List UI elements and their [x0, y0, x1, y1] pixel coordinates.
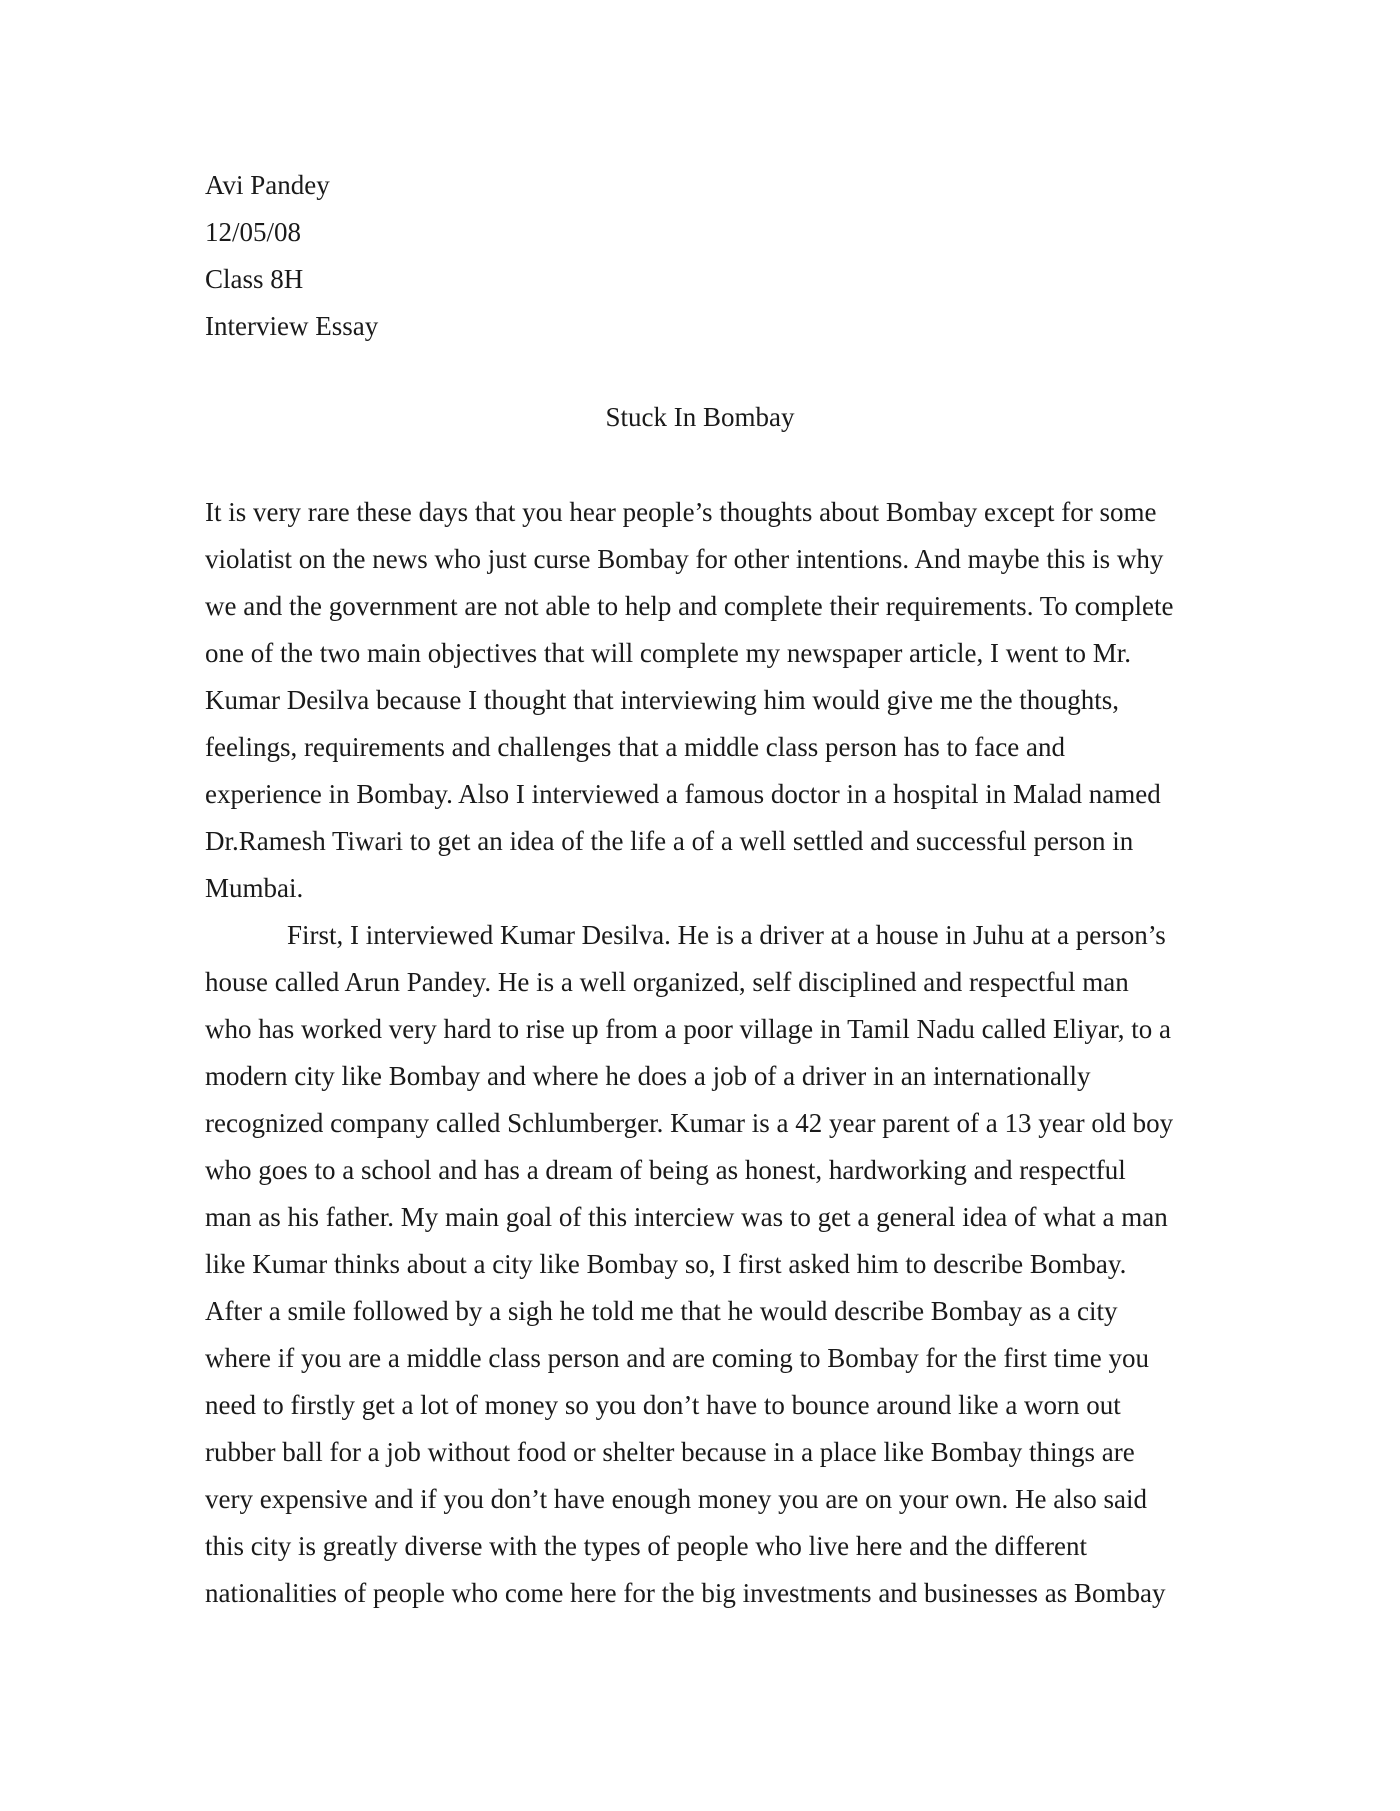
body-line: like Kumar thinks about a city like Bombay so, I first asked him to describe Bombay.: [205, 1249, 1127, 1279]
essay-heading: [205, 162, 378, 350]
body-line: house called Arun Pandey. He is a well organized, self disciplined and respectful man: [205, 967, 1129, 997]
paragraph-start-line: First, I interviewed Kumar Desilva. He is a driver at a house in Juhu at a person’s: [287, 920, 1166, 950]
body-line: recognized company called Schlumberger. Kumar is a 42 year parent of a 13 year old boy: [205, 1108, 1174, 1138]
body-line: this city is greatly diverse with the types of people who live here and the different: [205, 1531, 1087, 1561]
essay-body: [205, 489, 1174, 1617]
body-line: where if you are a middle class person and are coming to Bombay for the first time you: [205, 1343, 1149, 1373]
body-line: nationalities of people who come here for the big investments and businesses as Bombay: [205, 1578, 1166, 1608]
body-line: need to firstly get a lot of money so you don’t have to bounce around like a worn out: [205, 1390, 1121, 1420]
body-line: Dr.Ramesh Tiwari to get an idea of the life a of a well settled and successful person in: [205, 826, 1134, 856]
body-line: modern city like Bombay and where he does a job of a driver in an internationally: [205, 1061, 1091, 1091]
body-line: After a smile followed by a sigh he told me that he would describe Bombay as a city: [205, 1296, 1118, 1326]
essay-title: Stuck In Bombay: [605, 402, 795, 432]
body-line: one of the two main objectives that will complete my newspaper article, I went to Mr.: [205, 638, 1131, 668]
author-name: Avi Pandey: [205, 170, 330, 200]
body-line: rubber ball for a job without food or shelter because in a place like Bombay things are: [205, 1437, 1135, 1467]
body-line: who has worked very hard to rise up from a poor village in Tamil Nadu called Eliyar, to a: [205, 1014, 1172, 1044]
body-line: we and the government are not able to help and complete their requirements. To complete: [205, 591, 1174, 621]
body-line: Kumar Desilva because I thought that interviewing him would give me the thoughts,: [205, 685, 1120, 715]
body-line: Mumbai.: [205, 873, 304, 903]
body-line: very expensive and if you don’t have enough money you are on your own. He also said: [205, 1484, 1148, 1514]
body-line: who goes to a school and has a dream of being as honest, hardworking and respectful: [205, 1155, 1126, 1185]
body-line: experience in Bombay. Also I interviewed a famous doctor in a hospital in Malad named: [205, 779, 1161, 809]
body-line: man as his father. My main goal of this interciew was to get a general idea of what a man: [205, 1202, 1168, 1232]
essay-date: 12/05/08: [205, 217, 302, 247]
assignment-type: Interview Essay: [205, 311, 379, 341]
class-name: Class 8H: [205, 264, 304, 294]
body-line: violatist on the news who just curse Bombay for other intentions. And maybe this is why: [205, 544, 1164, 574]
body-line: It is very rare these days that you hear people’s thoughts about Bombay except for some: [205, 497, 1157, 527]
body-line: feelings, requirements and challenges that a middle class person has to face and: [205, 732, 1065, 762]
